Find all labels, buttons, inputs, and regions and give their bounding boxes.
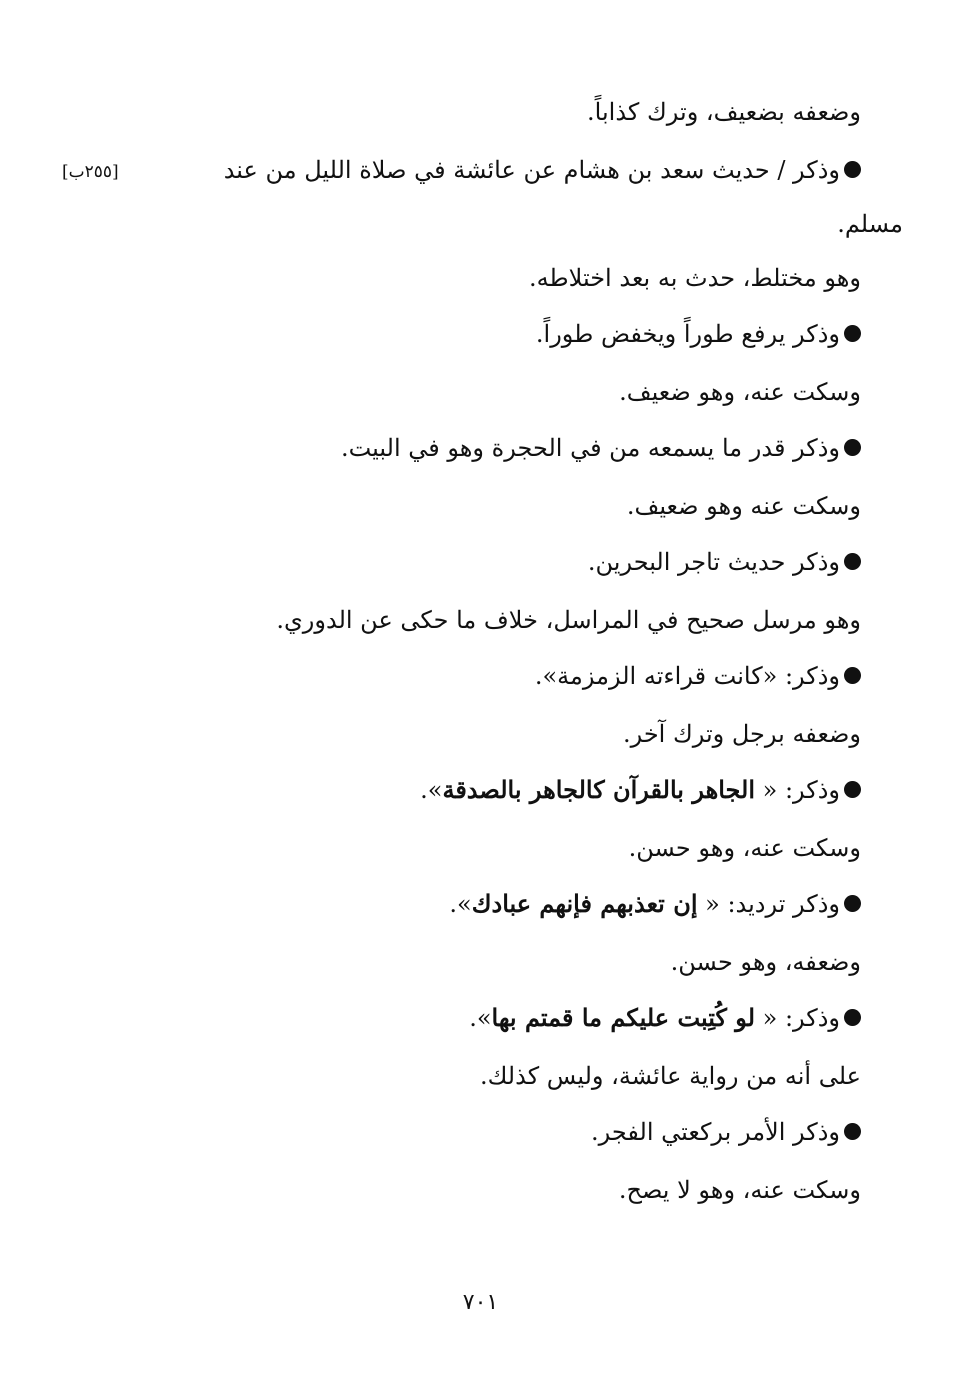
text-line-14 bbox=[629, 828, 861, 868]
line-prefix: وذكر ترديد: « bbox=[697, 890, 840, 918]
text-line-2 bbox=[224, 150, 861, 190]
line-text: وسكت عنه وهو ضعيف. bbox=[626, 492, 861, 520]
line-text: وسكت عنه، وهو لا يصح. bbox=[618, 1176, 861, 1204]
text-line-8 bbox=[627, 486, 861, 526]
line-text: وذكر قدر ما يسمعه من في الحجرة وهو في البيت. bbox=[340, 434, 840, 462]
text-line-4 bbox=[529, 258, 861, 298]
text-line-11 bbox=[535, 656, 861, 696]
line-text: وهو مرسل صحيح في المراسل، خلاف ما حكى عن الدوري. bbox=[276, 606, 861, 634]
text-line-9 bbox=[588, 542, 861, 582]
bullet-icon bbox=[844, 1009, 861, 1026]
line-text: على أنه من رواية عائشة، وليس كذلك. bbox=[479, 1062, 861, 1090]
folio-marker: [٢٥٥ب] bbox=[62, 162, 119, 182]
line-prefix: وذكر: « bbox=[755, 776, 840, 804]
line-text: وذكر يرفع طوراً ويخفض طوراً. bbox=[535, 320, 840, 348]
bullet-icon bbox=[844, 895, 861, 912]
line-text: وذكر: «كانت قراءته الزمزمة». bbox=[534, 662, 840, 690]
line-suffix: ». bbox=[420, 776, 443, 804]
text-line-19 bbox=[591, 1112, 861, 1152]
line-text: وضعفه، وهو حسن. bbox=[670, 948, 861, 976]
line-text: وضعفه بضعيف، وترك كذاباً. bbox=[587, 98, 861, 126]
line-text: وسكت عنه، وهو ضعيف. bbox=[619, 378, 861, 406]
line-text: وذكر الأمر بركعتي الفجر. bbox=[591, 1118, 840, 1146]
bullet-icon bbox=[844, 439, 861, 456]
bullet-icon bbox=[844, 553, 861, 570]
text-line-20 bbox=[619, 1170, 861, 1210]
bullet-icon bbox=[844, 667, 861, 684]
bullet-icon bbox=[844, 325, 861, 342]
line-prefix: وذكر: « bbox=[755, 1004, 840, 1032]
line-text: وذكر / حديث سعد بن هشام عن عائشة في صلاة الليل من عند bbox=[223, 156, 840, 184]
hadith-quote: الجاهر بالقرآن كالجاهر بالصدقة bbox=[442, 775, 756, 804]
text-line-6 bbox=[619, 372, 861, 412]
line-text: وضعفه برجل وترك آخر. bbox=[622, 720, 861, 748]
bullet-icon bbox=[844, 1123, 861, 1140]
text-line-16 bbox=[671, 942, 861, 982]
hadith-quote: إن تعذبهم فإنهم عبادك bbox=[471, 889, 698, 918]
bullet-icon bbox=[844, 161, 861, 178]
text-line-15 bbox=[449, 884, 861, 924]
line-text: مسلم. bbox=[837, 210, 903, 238]
line-suffix: ». bbox=[449, 890, 472, 918]
text-line-13 bbox=[420, 770, 861, 810]
text-line-18 bbox=[480, 1056, 861, 1096]
text-line-1 bbox=[587, 92, 861, 132]
text-line-5 bbox=[536, 314, 861, 354]
text-line-17 bbox=[469, 998, 861, 1038]
hadith-quote: لو كُتِبت عليكم ما قمتم بها bbox=[491, 1003, 756, 1032]
page-number: ٧٠١ bbox=[462, 1290, 499, 1315]
line-text: وسكت عنه، وهو حسن. bbox=[628, 834, 861, 862]
text-line-3 bbox=[837, 204, 903, 244]
text-line-12 bbox=[623, 714, 861, 754]
bullet-icon bbox=[844, 781, 861, 798]
line-text: وهو مختلط، حدث به بعد اختلاطه. bbox=[529, 264, 861, 292]
text-line-10 bbox=[276, 600, 861, 640]
line-suffix: ». bbox=[469, 1004, 492, 1032]
line-text: وذكر حديث تاجر البحرين. bbox=[587, 548, 840, 576]
text-line-7 bbox=[341, 428, 861, 468]
